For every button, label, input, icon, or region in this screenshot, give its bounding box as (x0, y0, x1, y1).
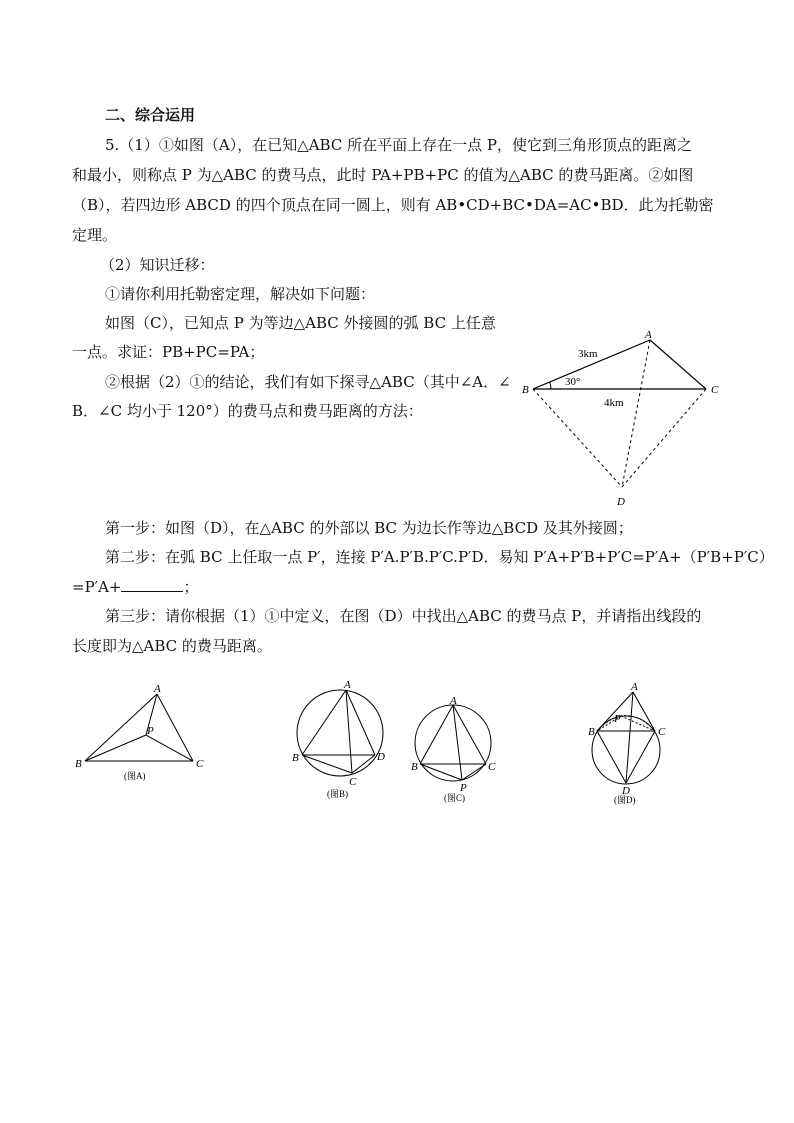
segment-pb (85, 735, 146, 761)
point-b-label: B (522, 384, 529, 396)
side-ab (597, 692, 633, 731)
paragraph-line: 第一步：如图（D），在△ABC 的外部以 BC 为边长作等边△BCD 及其外接圆； (105, 519, 633, 537)
segment-pc (462, 764, 486, 780)
fig-a-label-a: A (154, 683, 161, 695)
paragraph-line: 长度即为△ABC 的费马距离。 (72, 637, 272, 655)
fig-b-label-b: B (292, 752, 299, 764)
figure-c (405, 695, 505, 805)
paragraph-line: 5.（1）①如图（A），在已知△ABC 所在平面上存在一点 P，使它到三角形顶点的距离之 (105, 136, 692, 154)
paragraph-line: 第三步：请你根据（1）①中定义，在图（D）中找出△ABC 的费马点 P，并请指出线段的 (105, 607, 702, 625)
side-ab (302, 690, 346, 755)
side-ac (633, 692, 655, 731)
side-ac (453, 705, 486, 764)
paragraph-line: B．∠C 均小于 120°）的费马点和费马距离的方法： (72, 402, 423, 420)
segment-ad (622, 340, 650, 487)
paragraph-line: 如图（C），已知点 P 为等边△ABC 外接圆的弧 BC 上任意 (105, 314, 496, 332)
step2-prefix: =P′A+ (72, 578, 122, 596)
segment-pb (420, 764, 462, 780)
fig-a-label-c: C (196, 758, 204, 770)
angle-b-label: 30° (565, 376, 581, 388)
segment-ad (626, 692, 633, 783)
fig-b-caption: (图B) (327, 789, 348, 799)
fig-c-label-b: B (411, 761, 418, 773)
side-ab (420, 705, 453, 764)
fig-a-label-b: B (75, 758, 82, 770)
paragraph-line: 定理。 (72, 226, 118, 244)
main-figure (518, 320, 728, 515)
fig-a-caption: (图A) (124, 771, 146, 781)
figure-d (580, 680, 675, 805)
paragraph-line: （B），若四边形 ABCD 的四个顶点在同一圆上，则有 AB•CD+BC•DA=AC•BD．此为托勒密 (72, 196, 714, 214)
segment-ac (650, 340, 706, 389)
segment-pa (453, 705, 462, 780)
fig-b-label-d: D (377, 751, 385, 763)
side-bd (597, 731, 626, 783)
bc-length-label: 4km (604, 397, 624, 409)
ab-length-label: 3km (578, 348, 598, 360)
fig-c-label-a: A (450, 695, 457, 707)
paragraph-line: ②根据（2）①的结论，我们有如下探寻△ABC（其中∠A．∠ (105, 373, 511, 391)
paragraph-line: 一点。求证：PB+PC=PA； (72, 343, 265, 361)
side-cd (352, 755, 375, 773)
fig-c-label-p: P (460, 782, 467, 794)
circumcircle (415, 705, 491, 781)
paragraph-line: 和最小，则称点 P 为△ABC 的费马点，此时 PA+PB+PC 的值为△ABC 的费马距离。②如图 (72, 166, 694, 184)
fig-d-label-b: B (588, 726, 595, 738)
angle-b-arc (550, 382, 551, 389)
circumcircle (297, 690, 383, 776)
fig-a-label-p: P (147, 725, 154, 737)
point-d-label: D (617, 496, 625, 508)
answer-blank (121, 577, 183, 592)
fig-b-label-a: A (344, 680, 351, 691)
figure-a (70, 680, 210, 785)
paragraph-line: （2）知识迁移： (100, 256, 215, 274)
paragraph-line: 第二步：在弧 BC 上任取一点 P′，连接 P′A.P′B.P′C.P′D．易知 P′A+P′B+P′C=P′A+（P′B+P′C） (105, 548, 774, 566)
section-heading: 二、综合运用 (105, 106, 196, 124)
fig-b-label-c: C (349, 776, 357, 788)
paragraph-line: ①请你利用托勒密定理，解决如下问题： (105, 285, 376, 303)
fig-c-caption: (图C) (444, 793, 465, 803)
fig-d-label-a: A (631, 681, 638, 693)
step2-suffix: ； (183, 578, 199, 596)
fig-d-caption: (图D) (614, 795, 636, 805)
fig-d-label-p: P (614, 713, 621, 725)
side-cd (626, 731, 655, 783)
point-a-label: A (645, 329, 652, 341)
paragraph-line (72, 577, 198, 597)
fig-c-label-c: C (488, 761, 496, 773)
segment-cd (622, 389, 706, 487)
fig-d-label-c: C (658, 726, 666, 738)
fig-d-label-d: D (622, 785, 630, 797)
figure-b (290, 680, 400, 805)
point-c-label: C (711, 384, 719, 396)
